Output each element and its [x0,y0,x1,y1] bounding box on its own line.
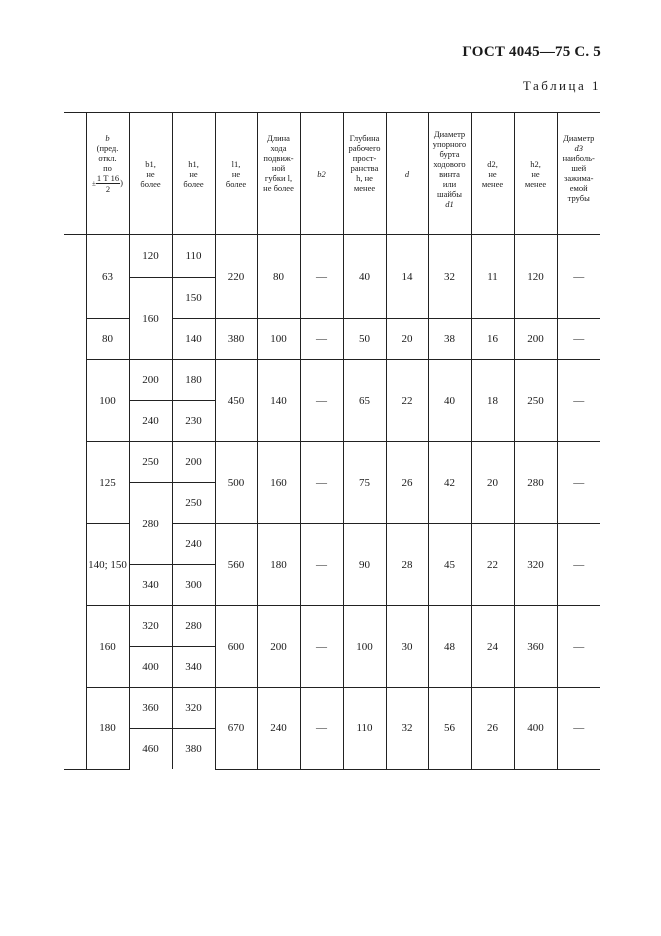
cell-h2: 120 [514,235,557,319]
cell-l: 100 [257,319,300,360]
header-d3: Диаметр d3 наиболь- шей зажима- емой трубы [557,113,600,235]
cell-d2: 24 [471,606,514,688]
cell-b1: 360 [129,688,172,729]
cell-h1: 230 [172,401,215,442]
cell-h1: 240 [172,524,215,565]
cell-h1: 140 [172,319,215,360]
table-row [64,442,600,483]
cell-h1: 280 [172,606,215,647]
cell-b: 100 [86,360,129,442]
cell-h1: 380 [172,729,215,770]
cell-b1: 460 [129,729,172,770]
blank-cell [64,235,86,770]
cell-h1: 340 [172,647,215,688]
cell-b: 125 [86,442,129,524]
cell-b2: — [300,688,343,770]
table-row [64,606,600,647]
cell-h1: 110 [172,235,215,278]
header-d: d [386,113,428,235]
cell-l1: 220 [215,235,257,319]
cell-d: 14 [386,235,428,319]
cell-h1: 250 [172,483,215,524]
cell-b2: — [300,606,343,688]
cell-l: 160 [257,442,300,524]
header-d1: Диаметр упорного бурта ходового винта или шайбы d1 [428,113,471,235]
table-row [64,688,600,729]
cell-b: 180 [86,688,129,770]
cell-d1: 40 [428,360,471,442]
cell-h1: 200 [172,442,215,483]
cell-b2: — [300,319,343,360]
cell-l: 200 [257,606,300,688]
cell-b2: — [300,235,343,319]
cell-b: 140; 150 [86,524,129,606]
cell-l1: 600 [215,606,257,688]
cell-d: 28 [386,524,428,606]
cell-h2: 360 [514,606,557,688]
cell-b: 63 [86,235,129,319]
cell-h: 75 [343,442,386,524]
cell-d3: — [557,360,600,442]
cell-h2: 400 [514,688,557,770]
header-b1: b1, не более [129,113,172,235]
header-depth: Глубина рабочего прост- ранства h, не менее [343,113,386,235]
cell-b1: 340 [129,565,172,606]
cell-d1: 45 [428,524,471,606]
cell-h: 90 [343,524,386,606]
cell-b1: 200 [129,360,172,401]
cell-b1: 240 [129,401,172,442]
header-h2: h2, не менее [514,113,557,235]
cell-d1: 56 [428,688,471,770]
cell-h: 50 [343,319,386,360]
cell-l1: 450 [215,360,257,442]
dimensions-table [64,112,600,770]
cell-d2: 22 [471,524,514,606]
cell-d: 26 [386,442,428,524]
cell-d1: 38 [428,319,471,360]
header-travel-length: Длина хода подвиж- ной губки l, не более [257,113,300,235]
cell-d3: — [557,442,600,524]
cell-l: 240 [257,688,300,770]
cell-b1: 400 [129,647,172,688]
cell-l: 180 [257,524,300,606]
cell-d2: 11 [471,235,514,319]
cell-l1: 500 [215,442,257,524]
cell-d: 22 [386,360,428,442]
cell-h2: 250 [514,360,557,442]
cell-b1: 320 [129,606,172,647]
cell-b1: 280 [129,483,172,565]
cell-d: 32 [386,688,428,770]
cell-d3: — [557,688,600,770]
table-row [64,235,600,278]
cell-b1: 160 [129,278,172,360]
cell-d1: 32 [428,235,471,319]
cell-d3: — [557,606,600,688]
cell-h1: 320 [172,688,215,729]
cell-d3: — [557,524,600,606]
cell-d: 30 [386,606,428,688]
cell-d2: 26 [471,688,514,770]
cell-d2: 18 [471,360,514,442]
cell-h: 100 [343,606,386,688]
header-blank [64,113,86,235]
cell-l1: 670 [215,688,257,770]
cell-l: 140 [257,360,300,442]
header-l1: l1, не более [215,113,257,235]
cell-h2: 320 [514,524,557,606]
cell-b2: — [300,360,343,442]
cell-l1: 380 [215,319,257,360]
cell-h2: 280 [514,442,557,524]
cell-b2: — [300,524,343,606]
cell-d1: 42 [428,442,471,524]
cell-h: 65 [343,360,386,442]
cell-d3: — [557,235,600,319]
cell-l: 80 [257,235,300,319]
cell-h: 40 [343,235,386,319]
cell-h1: 180 [172,360,215,401]
cell-b: 80 [86,319,129,360]
cell-b: 160 [86,606,129,688]
cell-l1: 560 [215,524,257,606]
cell-h1: 150 [172,278,215,319]
cell-d1: 48 [428,606,471,688]
cell-d2: 20 [471,442,514,524]
cell-d2: 16 [471,319,514,360]
cell-b1: 250 [129,442,172,483]
cell-d: 20 [386,319,428,360]
cell-h: 110 [343,688,386,770]
cell-b1: 120 [129,235,172,278]
document-title: ГОСТ 4045—75 С. 5 [462,44,601,60]
cell-b2: — [300,442,343,524]
header-b: b (пред. откл. по ± $\frac{1 Т 16}{2}$ ) [86,113,129,235]
cell-h2: 200 [514,319,557,360]
cell-d3: — [557,319,600,360]
cell-h1: 300 [172,565,215,606]
header-d2: d2, не менее [471,113,514,235]
table-label: Таблица 1 [522,78,601,93]
header-b2: b2 [300,113,343,235]
header-h1: h1, не более [172,113,215,235]
